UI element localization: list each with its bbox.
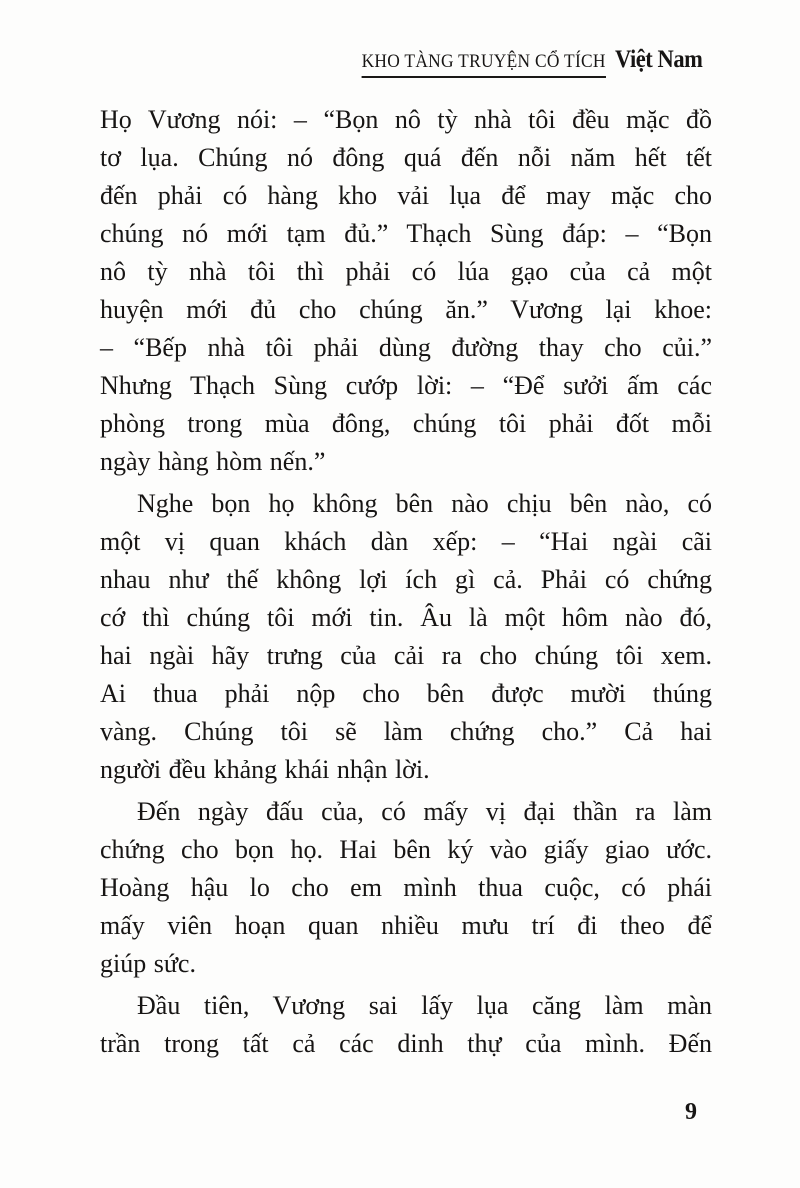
text-line: chứng cho bọn họ. Hai bên ký vào giấy giao ước.: [100, 835, 712, 864]
paragraph: [100, 101, 712, 481]
text-line: Nghe bọn họ không bên nào chịu bên nào, có: [137, 489, 712, 518]
text-line: phòng trong mùa đông, chúng tôi phải đốt mỗi: [100, 409, 712, 438]
text-line: Đến ngày đấu của, có mấy vị đại thần ra làm: [137, 797, 712, 826]
text-line: Ai thua phải nộp cho bên được mười thúng: [100, 679, 712, 708]
text-line: ngày hàng hòm nến.”: [100, 447, 326, 476]
series-title: KHO TÀNG TRUYỆN CỔ TÍCH: [362, 52, 606, 78]
text-line: một vị quan khách dàn xếp: – “Hai ngài cãi: [100, 527, 712, 556]
collection-title: Việt Nam: [614, 46, 703, 73]
text-line: huyện mới đủ cho chúng ăn.” Vương lại khoe:: [100, 295, 712, 324]
text-line: Nhưng Thạch Sùng cướp lời: – “Để sưởi ấm các: [100, 371, 712, 400]
text-line: vàng. Chúng tôi sẽ làm chứng cho.” Cả hai: [100, 717, 712, 746]
running-header: [346, 46, 712, 78]
text-line: nhau như thế không lợi ích gì cả. Phải có chứng: [100, 565, 712, 594]
page-number: 9: [685, 1099, 697, 1125]
text-line: đến phải có hàng kho vải lụa để may mặc cho: [100, 181, 712, 210]
story-text: [100, 101, 712, 1067]
text-line: trần trong tất cả các dinh thự của mình. Đến: [100, 1029, 712, 1058]
text-line: người đều khảng khái nhận lời.: [100, 755, 430, 784]
paragraph: [100, 793, 712, 983]
paragraph: [100, 485, 712, 789]
text-line: mấy viên hoạn quan nhiều mưu trí đi theo để: [100, 911, 712, 940]
text-line: – “Bếp nhà tôi phải dùng đường thay cho củi.”: [100, 333, 712, 362]
text-line: Hoàng hậu lo cho em mình thua cuộc, có phái: [100, 873, 712, 902]
text-line: nô tỳ nhà tôi thì phải có lúa gạo của cả một: [100, 257, 712, 286]
text-line: tơ lụa. Chúng nó đông quá đến nỗi năm hết tết: [100, 143, 712, 172]
paragraph: [100, 987, 712, 1063]
text-line: Họ Vương nói: – “Bọn nô tỳ nhà tôi đều mặc đồ: [100, 105, 712, 134]
text-line: chúng nó mới tạm đủ.” Thạch Sùng đáp: – “Bọn: [100, 219, 712, 248]
text-line: cớ thì chúng tôi mới tin. Âu là một hôm nào đó,: [100, 603, 712, 632]
text-line: giúp sức.: [100, 949, 196, 978]
text-line: hai ngài hãy trưng của cải ra cho chúng tôi xem.: [100, 641, 712, 670]
text-line: Đầu tiên, Vương sai lấy lụa căng làm màn: [137, 991, 712, 1020]
